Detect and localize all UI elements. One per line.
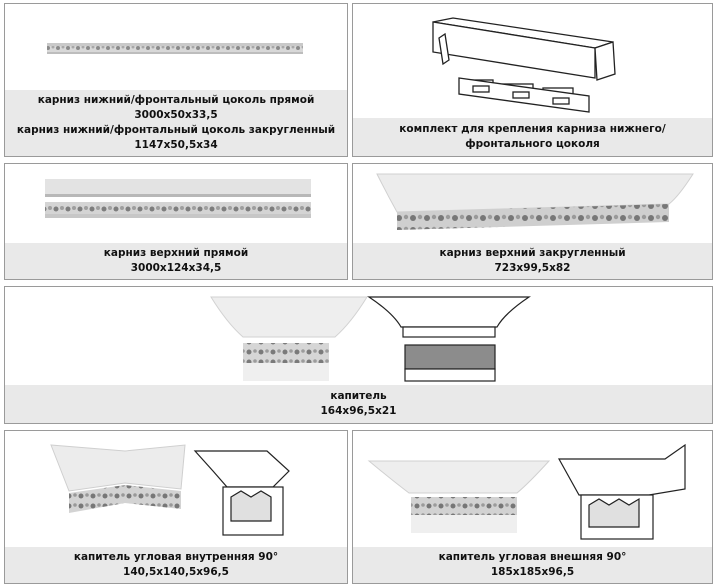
caption-line: карниз нижний/фронтальный цоколь закругленный [16,124,336,136]
product-card-capital[interactable] [4,286,713,424]
caption-line: комплект для крепления карниза нижнего/ [399,123,666,135]
product-image [5,287,712,387]
caption-line: 3000x50x33,5 [134,109,218,121]
product-card-upper-cornice-straight[interactable] [4,163,348,280]
caption-line: 164x96,5x21 [320,405,397,417]
product-image [5,431,347,547]
product-card-upper-cornice-rounded[interactable] [352,163,713,280]
outer-corner-capital-drawing [353,431,713,547]
caption-line: 1147x50,5x34 [134,139,218,151]
cornice-strip-image [5,4,348,92]
inner-corner-capital-drawing [5,431,348,547]
caption-line: карниз верхний прямой [103,247,249,259]
caption-line: 723x99,5x82 [494,262,571,274]
product-card-capital-outer-corner[interactable] [352,430,713,584]
cornice-profile-image [5,164,348,244]
rounded-cornice-image [353,164,713,244]
caption-line: карниз нижний/фронтальный цоколь прямой [37,94,315,106]
product-card-lower-cornice[interactable] [4,3,348,157]
caption-line: капитель [330,390,387,402]
product-image [353,431,712,547]
product-caption [5,90,347,156]
product-card-mounting-kit[interactable] [352,3,713,157]
product-image [353,164,712,244]
product-caption [5,547,347,583]
product-caption [353,547,712,583]
product-card-capital-inner-corner[interactable] [4,430,348,584]
caption-line: карниз верхний закругленный [439,247,626,259]
product-caption [5,243,347,279]
caption-line: 185x185x96,5 [490,566,575,578]
caption-line: 3000x124x34,5 [130,262,222,274]
product-image [5,4,347,92]
mounting-bracket-drawing [353,4,713,119]
caption-line: капитель угловая внешняя 90° [438,551,627,563]
caption-line: капитель угловая внутренняя 90° [73,551,279,563]
product-caption [353,243,712,279]
product-image [5,164,347,244]
caption-line: 140,5x140,5x96,5 [123,566,229,578]
product-image [353,4,712,119]
product-caption [353,118,712,156]
product-caption [5,385,712,423]
capital-drawing [5,287,713,387]
caption-line: фронтального цоколя [465,138,600,150]
